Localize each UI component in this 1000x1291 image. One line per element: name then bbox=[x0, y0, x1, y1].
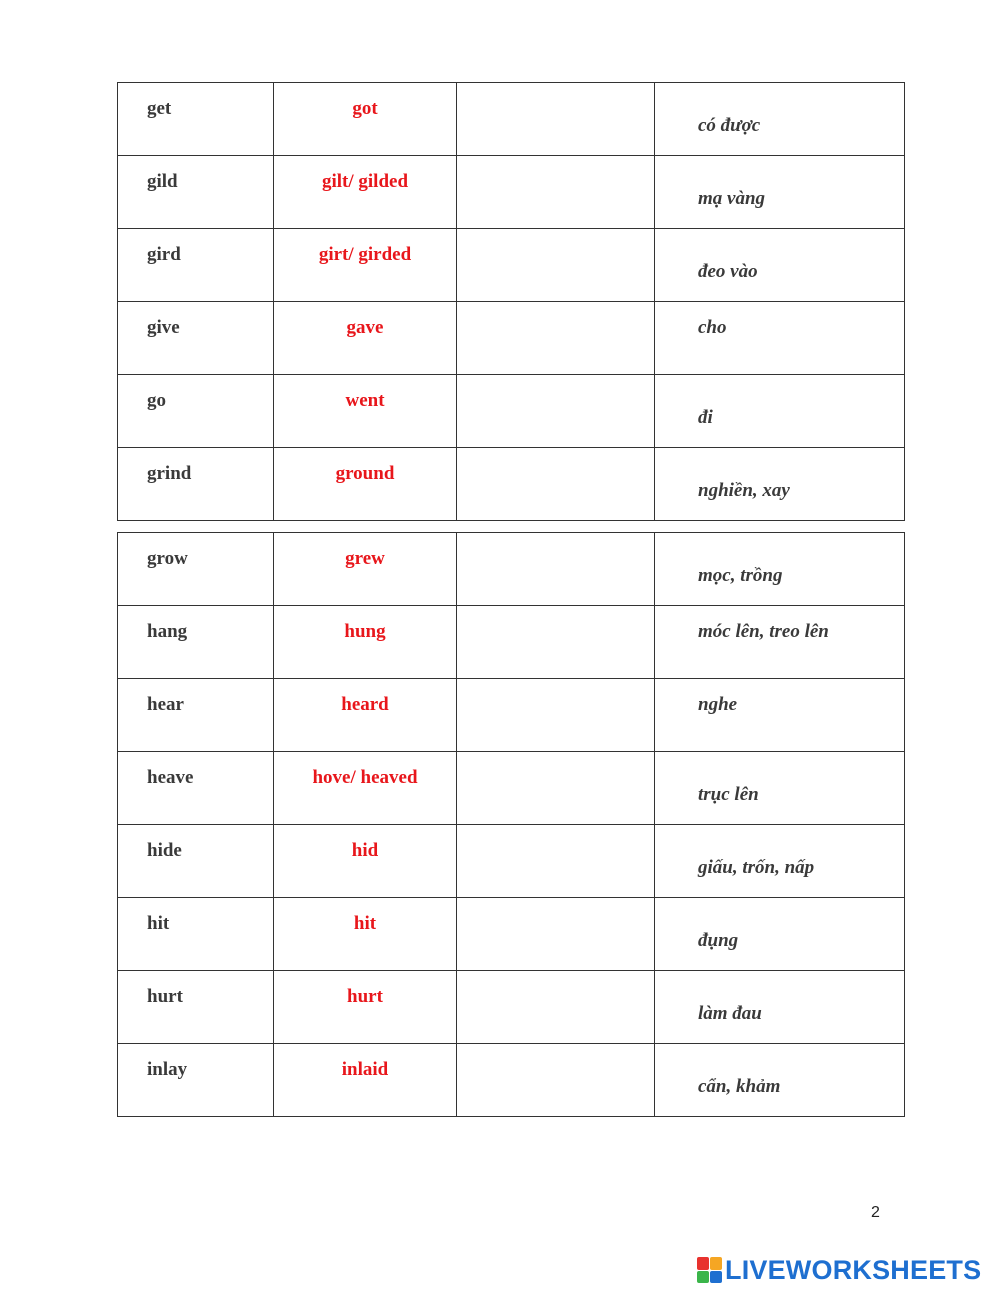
liveworksheets-brand bbox=[697, 1256, 981, 1284]
meaning-cell bbox=[655, 679, 905, 752]
meaning: mọc, trồng bbox=[698, 565, 783, 586]
meaning-cell bbox=[655, 375, 905, 448]
past-form: inlaid bbox=[341, 1059, 389, 1080]
past-form-cell bbox=[274, 302, 457, 375]
past-form: hid bbox=[351, 840, 379, 861]
meaning-cell bbox=[655, 825, 905, 898]
meaning-cell bbox=[655, 156, 905, 229]
past-participle-cell[interactable] bbox=[457, 375, 655, 448]
base-form-cell bbox=[118, 825, 274, 898]
past-form: heard bbox=[341, 694, 389, 715]
meaning-cell bbox=[655, 971, 905, 1044]
past-form-cell bbox=[274, 448, 457, 521]
table-row bbox=[118, 448, 905, 521]
past-participle-cell[interactable] bbox=[457, 679, 655, 752]
meaning: giấu, trốn, nấp bbox=[698, 857, 815, 878]
base-form-cell bbox=[118, 533, 274, 606]
table-row bbox=[118, 83, 905, 156]
base-form: give bbox=[147, 317, 180, 338]
past-form-cell bbox=[274, 679, 457, 752]
past-form: hove/ heaved bbox=[312, 767, 418, 788]
base-form-cell bbox=[118, 375, 274, 448]
meaning: đi bbox=[698, 407, 713, 428]
past-participle-input[interactable] bbox=[457, 156, 654, 228]
meaning: cẩn, khảm bbox=[698, 1076, 781, 1097]
past-form-cell bbox=[274, 375, 457, 448]
page-number: 2 bbox=[871, 1204, 880, 1221]
meaning: cho bbox=[698, 317, 727, 338]
meaning: làm đau bbox=[698, 1003, 762, 1024]
past-participle-cell[interactable] bbox=[457, 533, 655, 606]
table-row bbox=[118, 606, 905, 679]
past-form-cell bbox=[274, 533, 457, 606]
meaning-cell bbox=[655, 302, 905, 375]
base-form-cell bbox=[118, 752, 274, 825]
meaning-cell bbox=[655, 606, 905, 679]
meaning: móc lên, treo lên bbox=[698, 621, 829, 642]
base-form: gird bbox=[147, 244, 181, 265]
base-form-cell bbox=[118, 971, 274, 1044]
meaning: đeo vào bbox=[698, 261, 758, 282]
past-participle-input[interactable] bbox=[457, 1044, 654, 1116]
past-participle-input[interactable] bbox=[457, 971, 654, 1043]
verb-table-bottom bbox=[117, 532, 905, 1117]
table-row bbox=[118, 1044, 905, 1117]
past-participle-cell[interactable] bbox=[457, 1044, 655, 1117]
past-participle-input[interactable] bbox=[457, 825, 654, 897]
table-row bbox=[118, 533, 905, 606]
base-form: go bbox=[147, 390, 166, 411]
past-form-cell bbox=[274, 971, 457, 1044]
base-form-cell bbox=[118, 898, 274, 971]
meaning-cell bbox=[655, 229, 905, 302]
meaning-cell bbox=[655, 83, 905, 156]
table-row bbox=[118, 825, 905, 898]
brand-name: LIVEWORKSHEETS bbox=[725, 1255, 982, 1285]
base-form-cell bbox=[118, 302, 274, 375]
past-participle-cell[interactable] bbox=[457, 606, 655, 679]
base-form: hang bbox=[147, 621, 188, 642]
past-form: went bbox=[345, 390, 385, 411]
base-form-cell bbox=[118, 679, 274, 752]
past-participle-input[interactable] bbox=[457, 679, 654, 751]
table-row bbox=[118, 375, 905, 448]
past-participle-cell[interactable] bbox=[457, 156, 655, 229]
past-form: hung bbox=[344, 621, 386, 642]
base-form: gild bbox=[147, 171, 178, 192]
past-form: gave bbox=[346, 317, 384, 338]
past-form-cell bbox=[274, 606, 457, 679]
base-form-cell bbox=[118, 448, 274, 521]
past-participle-input[interactable] bbox=[457, 752, 654, 824]
past-form-cell bbox=[274, 1044, 457, 1117]
past-participle-input[interactable] bbox=[457, 83, 654, 155]
liveworksheets-logo-icon bbox=[697, 1257, 721, 1283]
meaning-cell bbox=[655, 752, 905, 825]
base-form-cell bbox=[118, 83, 274, 156]
verb-table-top bbox=[117, 82, 905, 521]
past-participle-cell[interactable] bbox=[457, 302, 655, 375]
past-form: hit bbox=[353, 913, 377, 934]
table-row bbox=[118, 156, 905, 229]
meaning: đụng bbox=[698, 930, 739, 951]
table-row bbox=[118, 229, 905, 302]
past-form-cell bbox=[274, 825, 457, 898]
past-form: grew bbox=[345, 548, 385, 569]
base-form-cell bbox=[118, 156, 274, 229]
base-form: heave bbox=[147, 767, 194, 788]
past-participle-input[interactable] bbox=[457, 898, 654, 970]
past-participle-cell[interactable] bbox=[457, 825, 655, 898]
base-form: grind bbox=[147, 463, 192, 484]
meaning: trục lên bbox=[698, 784, 759, 805]
table-row bbox=[118, 679, 905, 752]
past-form: girt/ girded bbox=[318, 244, 412, 265]
past-participle-cell[interactable] bbox=[457, 229, 655, 302]
past-participle-cell[interactable] bbox=[457, 448, 655, 521]
past-participle-cell[interactable] bbox=[457, 752, 655, 825]
past-participle-input[interactable] bbox=[457, 302, 654, 374]
table-row bbox=[118, 971, 905, 1044]
meaning-cell bbox=[655, 533, 905, 606]
past-participle-cell[interactable] bbox=[457, 898, 655, 971]
base-form: hear bbox=[147, 694, 184, 715]
past-participle-input[interactable] bbox=[457, 375, 654, 447]
meaning-cell bbox=[655, 448, 905, 521]
base-form-cell bbox=[118, 1044, 274, 1117]
past-participle-input[interactable] bbox=[457, 533, 654, 605]
meaning-cell bbox=[655, 1044, 905, 1117]
past-form-cell bbox=[274, 898, 457, 971]
past-form: hurt bbox=[347, 986, 383, 1007]
table-row bbox=[118, 898, 905, 971]
meaning: nghe bbox=[698, 694, 738, 715]
past-form: got bbox=[352, 98, 378, 119]
meaning: mạ vàng bbox=[698, 188, 766, 209]
base-form: grow bbox=[147, 548, 188, 569]
base-form-cell bbox=[118, 229, 274, 302]
past-form-cell bbox=[274, 752, 457, 825]
base-form: get bbox=[147, 98, 172, 119]
past-form-cell bbox=[274, 229, 457, 302]
meaning: nghiền, xay bbox=[698, 480, 790, 501]
past-form: gilt/ gilded bbox=[321, 171, 409, 192]
past-participle-input[interactable] bbox=[457, 606, 654, 678]
past-form: ground bbox=[335, 463, 395, 484]
past-participle-input[interactable] bbox=[457, 229, 654, 301]
past-form-cell bbox=[274, 156, 457, 229]
base-form: inlay bbox=[147, 1059, 188, 1080]
meaning-cell bbox=[655, 898, 905, 971]
table-row bbox=[118, 752, 905, 825]
base-form-cell bbox=[118, 606, 274, 679]
meaning: có được bbox=[698, 115, 761, 136]
base-form: hurt bbox=[147, 986, 183, 1007]
past-participle-cell[interactable] bbox=[457, 971, 655, 1044]
past-participle-cell[interactable] bbox=[457, 83, 655, 156]
base-form: hit bbox=[147, 913, 170, 934]
past-form-cell bbox=[274, 83, 457, 156]
table-row bbox=[118, 302, 905, 375]
past-participle-input[interactable] bbox=[457, 448, 654, 520]
base-form: hide bbox=[147, 840, 182, 861]
